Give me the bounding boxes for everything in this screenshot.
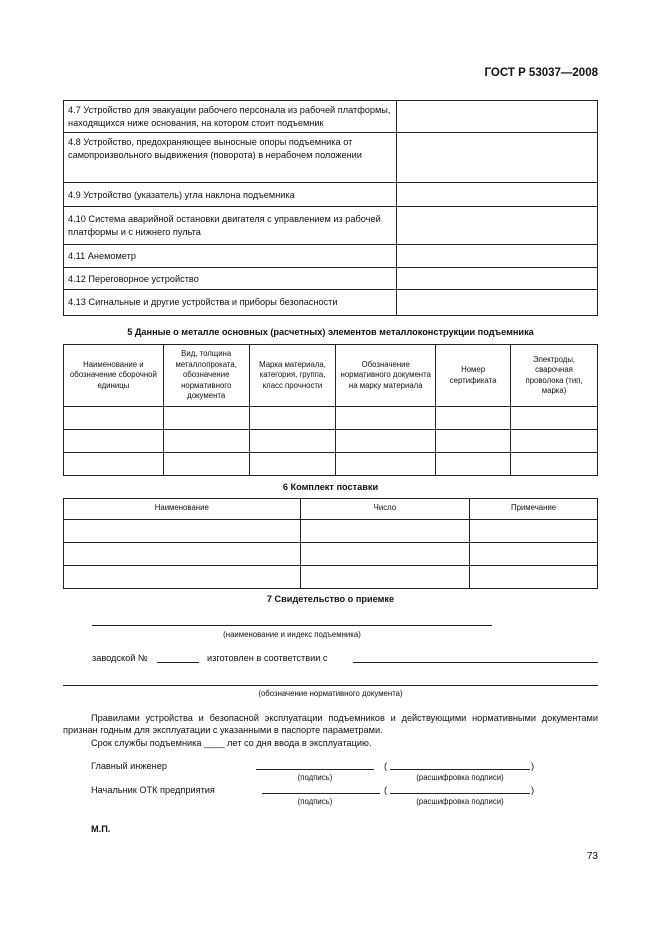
row-description: 4.12 Переговорное устройство — [64, 268, 397, 290]
table-row — [64, 268, 598, 290]
normative-doc-line[interactable] — [63, 685, 598, 686]
lift-name-caption: (наименование и индекс подъемника) — [223, 630, 361, 639]
table-cell[interactable] — [163, 430, 249, 453]
normative-doc-caption: (обозначение нормативного документа) — [258, 689, 403, 698]
column-header: Вид, толщина металлопроката, обозначение нормативного документа — [163, 345, 249, 407]
table-row — [64, 207, 598, 245]
table-row — [64, 133, 598, 183]
row-value-cell[interactable] — [397, 183, 598, 207]
otk-decode-line[interactable] — [390, 793, 530, 794]
row-description: 4.8 Устройство, предохраняющее выносные опоры подъемника от самопроизвольного выдвижения (поворота) в нерабочем положении — [64, 133, 397, 183]
made-according-line[interactable] — [353, 662, 598, 663]
row-description: 4.7 Устройство для эвакуации рабочего персонала из рабочей платформы, находящихся ниже основания, на котором стоит подъемник — [64, 101, 397, 133]
table-row — [64, 453, 598, 476]
table-cell[interactable] — [470, 520, 598, 543]
row-description: 4.10 Система аварийной остановки двигателя с управлением из рабочей платформы и с нижнего пульта — [64, 207, 397, 245]
table-cell[interactable] — [163, 407, 249, 430]
column-header: Число — [300, 499, 470, 520]
row-description: 4.11 Анемометр — [64, 245, 397, 268]
page-number: 73 — [586, 851, 598, 862]
row-value-cell[interactable] — [397, 268, 598, 290]
otk-head-label: Начальник ОТК предприятия — [91, 785, 215, 795]
table-header-row — [64, 345, 598, 407]
table-cell[interactable] — [300, 543, 470, 566]
signature-caption: (подпись) — [297, 797, 333, 806]
acceptance-paragraph: Правилами устройства и безопасной эксплуатации подъемников и действующими нормативными документами признан годным для эксплуатации с указанными в паспорте параметрами. — [63, 713, 598, 735]
table-cell[interactable] — [436, 453, 511, 476]
table-row — [64, 430, 598, 453]
row-value-cell[interactable] — [397, 290, 598, 316]
paren-open: ( — [384, 761, 388, 771]
column-header: Наименование и обозначение сборочной единицы — [64, 345, 164, 407]
table-cell[interactable] — [163, 453, 249, 476]
table-cell[interactable] — [64, 543, 301, 566]
stamp-place: М.П. — [91, 824, 111, 834]
column-header: Номер сертификата — [436, 345, 511, 407]
table-row — [64, 520, 598, 543]
lift-name-line[interactable] — [92, 625, 492, 626]
table-cell[interactable] — [470, 543, 598, 566]
serial-label: заводской № — [92, 653, 148, 663]
chief-engineer-label: Главный инженер — [91, 761, 167, 771]
paren-close: ) — [531, 761, 535, 771]
decode-caption: (расшифровка подписи) — [416, 797, 504, 806]
table-cell[interactable] — [336, 453, 436, 476]
otk-signature-line[interactable] — [262, 793, 380, 794]
table-cell[interactable] — [249, 430, 336, 453]
table-cell[interactable] — [64, 566, 301, 589]
metal-data-table — [63, 344, 598, 476]
table-row — [64, 183, 598, 207]
table-cell[interactable] — [436, 430, 511, 453]
table-cell[interactable] — [249, 453, 336, 476]
table-row — [64, 290, 598, 316]
table-header-row — [64, 499, 598, 520]
signature-caption: (подпись) — [297, 773, 333, 782]
chief-signature-line[interactable] — [256, 769, 374, 770]
delivery-set-table — [63, 498, 598, 589]
row-value-cell[interactable] — [397, 101, 598, 133]
table-row — [64, 566, 598, 589]
row-value-cell[interactable] — [397, 245, 598, 268]
table-row — [64, 543, 598, 566]
table-cell[interactable] — [249, 407, 336, 430]
table-cell[interactable] — [64, 520, 301, 543]
table-cell[interactable] — [300, 520, 470, 543]
column-header: Электроды, сварочная проволока (тип, марка) — [511, 345, 598, 407]
row-value-cell[interactable] — [397, 133, 598, 183]
table-cell[interactable] — [64, 430, 164, 453]
column-header: Марка материала, категория, группа, класс прочности — [249, 345, 336, 407]
table-cell[interactable] — [436, 407, 511, 430]
chief-decode-line[interactable] — [390, 769, 530, 770]
row-description: 4.13 Сигнальные и другие устройства и приборы безопасности — [64, 290, 397, 316]
paren-close: ) — [531, 785, 535, 795]
table-cell[interactable] — [511, 430, 598, 453]
table-cell[interactable] — [336, 407, 436, 430]
column-header: Наименование — [64, 499, 301, 520]
table-row — [64, 101, 598, 133]
table-cell[interactable] — [300, 566, 470, 589]
table-cell[interactable] — [64, 407, 164, 430]
table-row — [64, 245, 598, 268]
paren-open: ( — [384, 785, 388, 795]
table-cell[interactable] — [511, 453, 598, 476]
section-7-title: 7 Свидетельство о приемке — [266, 594, 395, 604]
decode-caption: (расшифровка подписи) — [416, 773, 504, 782]
table-row — [64, 407, 598, 430]
column-header: Примечание — [470, 499, 598, 520]
safety-devices-table — [63, 100, 598, 316]
table-cell[interactable] — [511, 407, 598, 430]
serial-number-line[interactable] — [157, 662, 199, 663]
standard-header: ГОСТ Р 53037—2008 — [484, 67, 598, 79]
row-value-cell[interactable] — [397, 207, 598, 245]
column-header: Обозначение нормативного документа на марку материала — [336, 345, 436, 407]
service-life-text: Срок службы подъемника ____ лет со дня ввода в эксплуатацию. — [91, 738, 372, 748]
table-cell[interactable] — [336, 430, 436, 453]
row-description: 4.9 Устройство (указатель) угла наклона подъемника — [64, 183, 397, 207]
section-6-title: 6 Комплект поставки — [282, 482, 379, 492]
section-5-title: 5 Данные о металле основных (расчетных) элементов металлоконструкции подъемника — [127, 327, 534, 337]
table-cell[interactable] — [64, 453, 164, 476]
made-according-label: изготовлен в соответствии с — [207, 653, 328, 663]
table-cell[interactable] — [470, 566, 598, 589]
